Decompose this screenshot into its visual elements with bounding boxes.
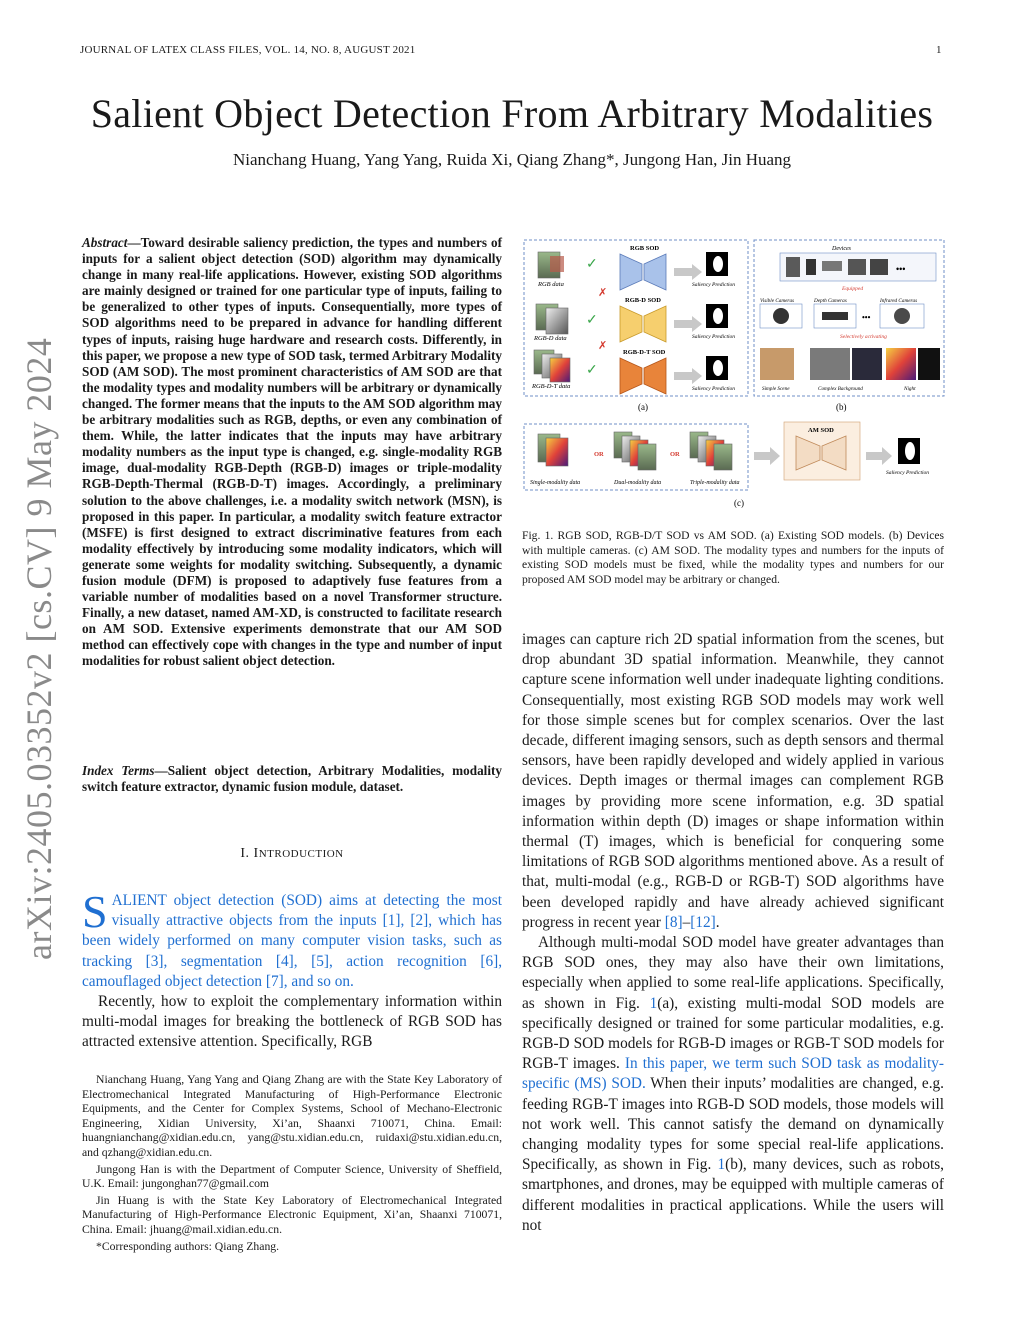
abstract-label: Abstract <box>82 235 128 250</box>
device-icon <box>870 259 888 275</box>
night-image <box>918 348 940 380</box>
citation-1[interactable]: [1] <box>382 912 401 930</box>
index-terms-text: —Salient object detection, Arbitrary Modalities, modality switch feature extractor, dynamic fusion module, dataset. <box>82 763 502 795</box>
figure-reference[interactable]: 1 <box>717 1156 726 1174</box>
intro-p1-e: , and so on. <box>283 972 354 990</box>
complex-background-label: Complex Background <box>818 386 863 392</box>
visible-camera-icon <box>773 308 789 324</box>
right-column-body <box>522 630 944 1236</box>
selectively-activating-label: Selectively activating <box>840 334 887 340</box>
infrared-camera-icon <box>894 308 910 324</box>
triple-modality-thumbnail <box>690 432 732 470</box>
dash: – <box>682 913 691 931</box>
check-icon: ✓ <box>586 313 598 328</box>
figure-1 <box>522 234 946 524</box>
saliency-map-rgbd <box>706 304 728 328</box>
night-label: Night <box>904 386 916 392</box>
intro-paragraph-1: SALIENT object detection (SOD) aims at detecting the most visually attractive objects from the inputs [1], [2], which has been widely performed on many computer vision tasks, such as tracking [3], segmentation [4], [5], action recognition [6], camouflaged object detection [7], and so on. <box>82 886 503 990</box>
section-number: I. <box>240 846 250 861</box>
intro-paragraph-2: Recently, how to exploit the complementary information within multi-modal images for breaking the bottleneck of RGB SOD has attracted extensive attention. Specifically, RGB <box>82 993 502 1051</box>
ellipsis: ••• <box>862 313 871 322</box>
robot-icon <box>786 257 800 277</box>
saliency-map-rgbdt <box>706 356 728 380</box>
rgbdt-sod-label: RGB-D-T SOD <box>623 349 666 356</box>
phone-icon <box>806 259 816 275</box>
paper-title: Salient Object Detection From Arbitrary Modalities <box>90 91 934 136</box>
drop-cap: S <box>82 886 108 937</box>
x-mark-icon: ✗ <box>598 340 608 352</box>
arrow-right-icon <box>674 368 702 384</box>
abstract-text: —Toward desirable saliency prediction, the types and numbers of inputs for a salient object detection (SOD) algorithm may dynamically change in many real-life applications. However, existing SOD algorithms are mainly designed or trained for one particular type of inputs, failing to be generalized to other types of inputs. Consequentially, more types of SOD algorithms need to be prepared in advance for handling different types of inputs, raising huge hardware and research costs. Differently, in this paper, we propose a new type of SOD task, termed Arbitrary Modality SOD (AM SOD). The most prominent characteristics of AM SOD are that the modality types and modality numbers will be arbitrary or dynamically changed. The former means that the inputs to the AM SOD algorithm may be arbitrary modalities such as RGB, depths, or even any combination of them. While, the latter indicates that the inputs may have arbitrary modality numbers as the input type is changed, e.g. single-modality RGB image, dual-modality RGB-Depth (RGB-D) images or triple-modality RGB-Depth-Thermal (RGB-D-T) images. Accordingly, a preliminary solution to the above challenges, i.e. a modality switch network (MSN), is proposed in this paper. In particular, a modality switch feature extractor (MSFE) is first designed to extract discriminative features from each modality effectively by introducing some modality indicators, which will generate some weights for modality switching. Subsequently, a dynamic fusion module (DFM) is proposed to adaptively fuse features from a variable number of modalities based on a novel Transformer structure. Finally, a new dataset, named AM-XD, is constructed to facilitate research on AM SOD. Extensive experiments demonstrate that our AM SOD method can effectively cope with changes in the type and number of input modalities for robust salient object detection. <box>82 235 502 669</box>
right-p2-a: Although multi-modal SOD model have greater advantages than RGB SOD ones, they may also have their own limitations, especially when applied to some real-life applications. Specifically, as shown in Fig. <box>522 934 944 1012</box>
intro-p1-d: , camouflaged object detection <box>82 952 503 990</box>
citation-8[interactable]: [8] <box>664 913 683 931</box>
single-modality-thumbnail <box>538 434 568 466</box>
depth-camera-icon <box>822 312 848 320</box>
arrow-right-icon <box>674 264 702 280</box>
citation-6[interactable]: [6] <box>480 952 499 970</box>
infrared-cameras-label: Infrared Cameras <box>880 298 918 304</box>
check-icon: ✓ <box>586 257 598 272</box>
rgb-sod-decoder <box>644 254 666 290</box>
citation-12[interactable]: [12] <box>690 913 716 931</box>
complex-background-image <box>810 348 850 380</box>
footnote-affiliation-1: Nianchang Huang, Yang Yang and Qiang Zhang are with the State Key Laboratory of Electromechanical Integrated Manufacturing of High-Performance Electronic Equipments, and the Center for Complex Systems, School of Mechano-Electronic Engineering, Xidian University, Xi’an, Shaanxi 710071, China. Email: huangnianchang@xidian.edu.cn, yang@stu.xidian.edu.cn, ruidaxi@stu.xidian.edu.cn, and qzhang@xidian.edu.cn. <box>82 1073 502 1159</box>
rgb-data-label: RGB data <box>538 281 564 288</box>
section-title-first: I <box>253 846 259 861</box>
rgbdt-data-thumbnail <box>534 350 570 382</box>
single-modality-label: Single-modality data <box>530 480 581 486</box>
dual-modality-label: Dual-modality data <box>614 480 662 486</box>
page-number: 1 <box>936 44 942 56</box>
panel-c-label: (c) <box>734 498 744 508</box>
intro-p1-start: ALIENT object detection (SOD) aims at detecting the most visually attractive objects from the inputs <box>111 892 502 930</box>
device-icon <box>848 259 866 275</box>
citation-4[interactable]: [4] <box>275 952 294 970</box>
citation-2[interactable]: [2] <box>410 912 429 930</box>
footnote-corresponding: *Corresponding authors: Qiang Zhang. <box>96 1239 280 1253</box>
arrow-right-icon <box>674 316 702 332</box>
citation-7[interactable]: [7] <box>265 972 284 990</box>
footnote-affiliation-3: Jin Huang is with the State Key Laboratory of Electromechanical Integrated Manufacturing of High-Performance Electronic Equipment, Xi’an, Shaanxi 710071, China. Email: jhuang@mail.xidian.edu.cn. <box>82 1193 502 1236</box>
figure-1-caption: Fig. 1. RGB SOD, RGB-D/T SOD vs AM SOD. (a) Existing SOD models. (b) Devices with multiple cameras. (c) AM SOD. The modality types and numbers for the inputs of existing SOD models must be fixed, while the modality types and numbers for our proposed AM SOD model may be arbitrary or changed. <box>522 529 944 586</box>
figure-1-diagram <box>522 234 946 524</box>
saliency-map-am-sod <box>898 438 920 464</box>
right-p2-b: (a), existing multi-modal SOD models are specifically designed or trained for some particular modalities, e.g. RGB-D SOD models for RGB-D images or RGB-T SOD models for RGB-T images. <box>522 994 944 1073</box>
index-terms <box>82 763 502 795</box>
saliency-prediction-label: Saliency Prediction <box>886 470 930 476</box>
panel-a-label: (a) <box>638 402 648 412</box>
complex-background-image <box>852 348 882 380</box>
ellipsis: ••• <box>896 264 906 274</box>
saliency-prediction-label: Saliency Prediction <box>692 282 736 288</box>
intro-p1-a: , which has been widely performed on many computer vision tasks, such as tracking <box>82 912 503 970</box>
panel-b-label: (b) <box>836 402 847 412</box>
dual-modality-thumbnail <box>614 432 656 470</box>
rgbdt-sod-decoder <box>644 358 666 394</box>
rgbdt-data-label: RGB-D-T data <box>532 383 571 390</box>
or-label: OR <box>670 451 680 458</box>
saliency-map-rgb <box>706 252 728 276</box>
arxiv-stamp: arXiv:2405.03352v2 [cs.CV] 9 May 2024 <box>19 337 59 960</box>
rgb-data-thumbnail <box>538 252 564 278</box>
right-p2-c: When their inputs’ modalities are changed, e.g. feeding RGB-T images into RGB-D SOD models, those models will not work well. This cannot satisfy the demand on dynamically changing modality types for some special real-life applications. Specifically, as shown in Fig. <box>522 1075 944 1174</box>
or-label: OR <box>594 451 604 458</box>
rgbd-data-thumbnail <box>536 304 568 334</box>
period: . <box>715 913 720 931</box>
rgbd-sod-decoder <box>644 306 666 342</box>
right-p2-highlight: In this paper, we term such SOD task as modality-specific (MS) SOD. <box>522 1055 944 1093</box>
right-p2-d: (b), many devices, such as robots, smartphones, and drones, may be equipped with multiple cameras of different modalities in practical applications. While the users will not <box>522 1156 945 1234</box>
figure-reference[interactable]: 1 <box>649 994 658 1012</box>
drone-icon <box>822 261 842 271</box>
rgbd-sod-label: RGB-D SOD <box>625 297 661 304</box>
equipped-label: Equipped <box>842 286 864 292</box>
rgbd-sod-encoder <box>620 306 642 342</box>
check-icon: ✓ <box>586 363 598 378</box>
triple-modality-label: Triple-modality data <box>690 480 740 486</box>
rgbd-data-label: RGB-D data <box>534 335 567 342</box>
footnotes <box>82 1073 502 1256</box>
x-mark-icon: ✗ <box>598 287 608 299</box>
right-paragraph-1 <box>522 630 944 933</box>
rgb-sod-encoder <box>620 254 642 290</box>
index-terms-label: Index Terms <box>82 763 155 778</box>
night-image <box>886 348 916 380</box>
intro-p1-b: , segmentation <box>163 952 276 970</box>
saliency-prediction-label: Saliency Prediction <box>692 386 736 392</box>
am-sod-label: AM SOD <box>808 427 834 434</box>
simple-scene-label: Simple Scene <box>762 386 790 392</box>
citation-3[interactable]: [3] <box>145 952 164 970</box>
section-title-rest: NTRODUCTION <box>258 848 344 860</box>
introduction-body <box>82 886 503 1053</box>
saliency-prediction-label: Saliency Prediction <box>692 334 736 340</box>
rgbdt-sod-encoder <box>620 358 642 394</box>
right-p1-text: images can capture rich 2D spatial information from the scenes, but drop abundant 3D spatial information. Meanwhile, they cannot capture scene information well under inadequate lighting conditions. Consequentially, most existing RGB SOD models may work well for those simple scenes but for complex scenarios. Over the last decade, different imaging sensors, such as depth sensors and thermal sensors, have been rapidly developed and widely applied in various devices. Depth images or thermal images can complement RGB images by providing more scene information, e.g. 3D spatial information within depth (D) images or shape information within thermal (T) images, which is beneficial for conquering some limitations of RGB SOD algorithms mentioned above. As a result of that, multi-modal (e.g., RGB-D or RGB-T) SOD algorithms have been developed rapidly and have already achieved significant progress in recent year <box>522 631 944 931</box>
intro-p1-c: , action recognition <box>328 952 481 970</box>
visible-cameras-label: Visible Cameras <box>760 298 795 304</box>
paper-authors: Nianchang Huang, Yang Yang, Ruida Xi, Qiang Zhang*, Jungong Han, Jin Huang <box>232 150 792 169</box>
abstract <box>82 235 502 670</box>
footnote-affiliation-2: Jungong Han is with the Department of Computer Science, University of Sheffield, U.K. Email: jungonghan77@gmail.com <box>82 1162 502 1191</box>
devices-label: Devices <box>832 246 851 252</box>
right-paragraph-2 <box>522 933 944 1236</box>
running-header: JOURNAL OF LATEX CLASS FILES, VOL. 14, NO. 8, AUGUST 2021 <box>80 44 416 56</box>
arrow-right-icon <box>754 447 780 465</box>
section-heading-introduction <box>82 846 502 862</box>
simple-scene-image <box>760 348 794 380</box>
depth-cameras-label: Depth Cameras <box>814 298 847 304</box>
rgb-sod-label: RGB SOD <box>630 245 660 252</box>
arrow-right-icon <box>866 447 892 465</box>
citation-5[interactable]: [5] <box>311 952 329 970</box>
